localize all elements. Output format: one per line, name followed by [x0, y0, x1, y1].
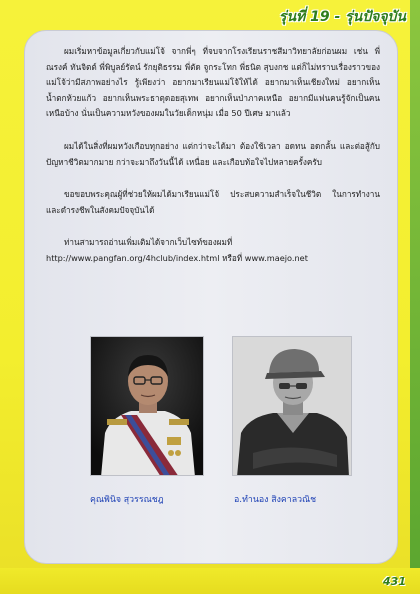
caption-right: อ.ทำนอง สิงคาลวณิช [234, 495, 317, 505]
portrait-uniform-image [91, 337, 204, 476]
bottom-band [0, 568, 420, 594]
article-body [46, 44, 380, 284]
paragraph-4: ท่านสามารถอ่านเพิ่มเติมได้จากเว็บไซท์ของผมที่ http://www.pangfan.org/4hclub/index.html หรือที่ www.maejo.net [46, 237, 308, 263]
portrait-cap-image [233, 337, 352, 476]
caption-left: คุณพินิจ สุวรรณชฎ [90, 495, 164, 505]
portrait-photo-right [232, 336, 352, 476]
paragraph-1: ผมเริ่มหาข้อมูลเกี่ยวกับแม่โจ้ จากพี่ๆ ที่จบจากโรงเรียนราชสีมาวิทยาลัยก่อนผม เช่น พี่ณรงค์ ทันจิตต์ พี่พิบูลย์รัตน์ รักยุติธรรม พี่ตัด จูกระโทก พี่ธนิต สุบงกช แต่ก็ไม่ทราบเรื่องราวของแม่โจ้ว่ามีสภาพอย่างไร รู้เพียงว่า อยากมาเรียนแม่โจ้ให้ได้ อยากมาเห็นเชียงใหม่ อยากเห็นน้ำตกห้วยแก้ว อยากเห็นพระธาตุดอยสุเทพ อยากเห็นป่าภาคเหนือ อยากมีแฟนคนรู้จักเป็นคนเหนือบ้าง นั่นเป็นความหวังของผมในวัยเด็กหนุ่ม เมื่อ 50 ปีเศษ มาแล้ว [46, 46, 380, 119]
paragraph-3: ขอขอบพระคุณผู้ที่ช่วยให้ผมได้มาเรียนแม่โจ้ ประสบความสำเร็จในชีวิต ในการทำงาน และดำรงชีพในสังคมปัจจุบันได้ [46, 189, 380, 215]
paragraph-2: ผมได้ในสิ่งที่ผมหวังเกือบทุกอย่าง แต่กว่าจะได้มา ต้องใช้เวลา อดทน อดกลั้น และต่อสู้กับปัญหาชีวิตมากมาย กว่าจะมาถึงวันนี้ได้ เหนื่อย และเกือบท้อใจไปหลายครั้งครับ [46, 140, 380, 167]
page-number: 431 [383, 575, 406, 588]
portrait-photo-left [90, 336, 204, 476]
header-title: รุ่นที่ 19 - รุ่นปัจจุบัน [278, 9, 406, 25]
green-side-strip [410, 0, 420, 594]
